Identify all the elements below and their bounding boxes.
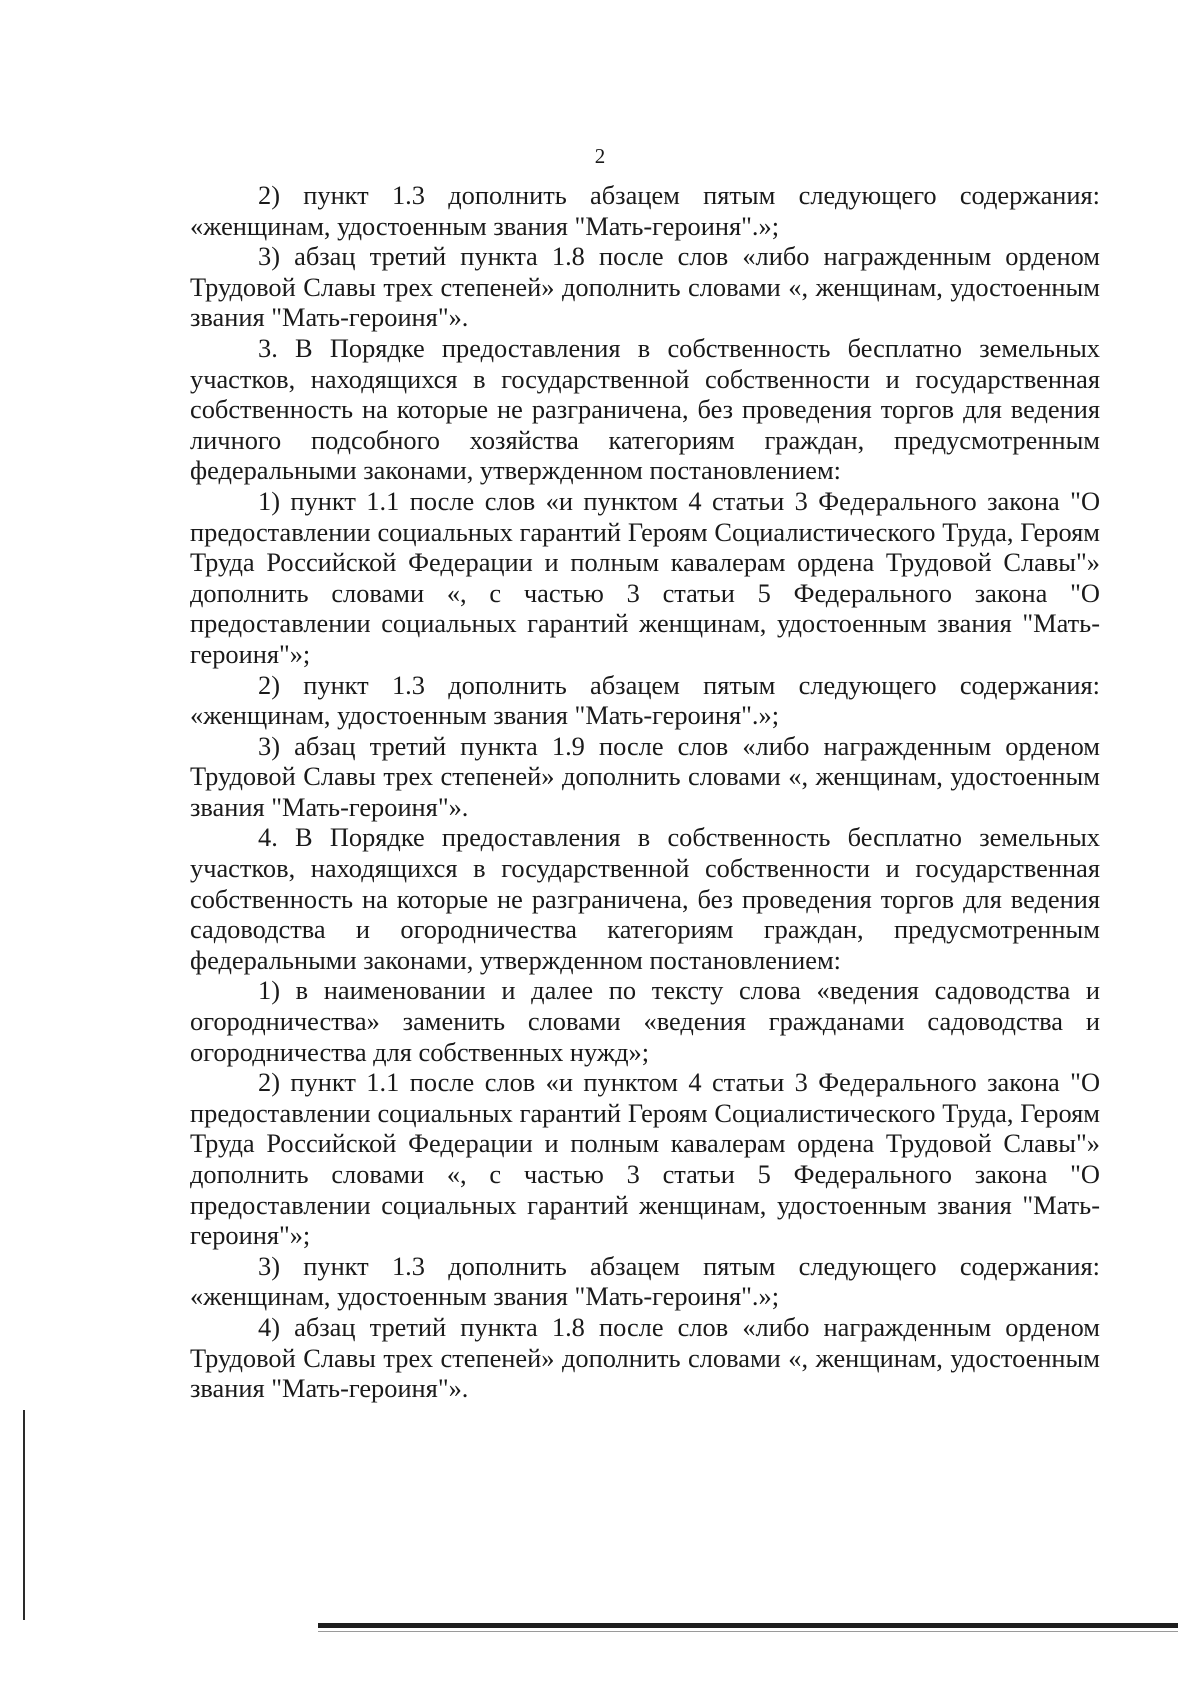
scan-edge-bottom — [318, 1623, 1178, 1628]
paragraph-item-2-point-1-3: 2) пункт 1.3 дополнить абзацем пятым следующего содержания: «женщинам, удостоенным звания "Мать-героиня".»; — [190, 180, 1100, 241]
document-body — [190, 180, 1100, 1404]
paragraph-section-4-item-3: 3) пункт 1.3 дополнить абзацем пятым следующего содержания: «женщинам, удостоенным звания "Мать-героиня".»; — [190, 1250, 1100, 1312]
paragraph-section-3-item-1: 1) пункт 1.1 после слов «и пунктом 4 статьи 3 Федерального закона "О предоставлении социальных гарантий Героям Социалистического Труда, Героям Труда Российской Федерации и полным кавалерам ордена Трудовой Славы"» дополнить словами «, с частью 3 статьи 5 Федерального закона "О предоставлении социальных гарантий женщинам, удостоенным звания "Мать-героиня"»; — [190, 485, 1100, 669]
paragraph-item-3-point-1-8: 3) абзац третий пункта 1.8 после слов «либо награжденным орденом Трудовой Славы трех степеней» дополнить словами «, женщинам, удостоенным звания "Мать-героиня"». — [190, 241, 1100, 333]
scan-edge-left — [23, 1410, 25, 1620]
paragraph-section-4-item-2: 2) пункт 1.1 после слов «и пунктом 4 статьи 3 Федерального закона "О предоставлении социальных гарантий Героям Социалистического Труда, Героям Труда Российской Федерации и полным кавалерам ордена Трудовой Славы"» дополнить словами «, с частью 3 статьи 5 Федерального закона "О предоставлении социальных гарантий женщинам, удостоенным звания "Мать-героиня"»; — [190, 1067, 1100, 1251]
paragraph-section-3-item-3: 3) абзац третий пункта 1.9 после слов «либо награжденным орденом Трудовой Славы трех степеней» дополнить словами «, женщинам, удостоенным звания "Мать-героиня"». — [190, 730, 1100, 822]
paragraph-section-3-item-2: 2) пункт 1.3 дополнить абзацем пятым следующего содержания: «женщинам, удостоенным звания "Мать-героиня".»; — [190, 669, 1100, 731]
paragraph-section-4-heading: 4. В Порядке предоставления в собственность бесплатно земельных участков, находящихся в государственной собственности и государственная собственность на которые не разграничена, без проведения торгов для ведения садоводства и огородничества категориям граждан, предусмотренным федеральными законами, утвержденном постановлением: — [190, 822, 1100, 975]
page-number: 2 — [594, 144, 606, 168]
paragraph-section-3-heading: 3. В Порядке предоставления в собственность бесплатно земельных участков, находящихся в государственной собственности и государственная собственность на которые не разграничена, без проведения торгов для ведения личного подсобного хозяйства категориям граждан, предусмотренным федеральными законами, утвержденном постановлением: — [190, 332, 1100, 486]
paragraph-section-4-item-4: 4) абзац третий пункта 1.8 после слов «либо награжденным орденом Трудовой Славы трех степеней» дополнить словами «, женщинам, удостоенным звания "Мать-героиня"». — [190, 1311, 1100, 1404]
paragraph-section-4-item-1: 1) в наименовании и далее по тексту слова «ведения садоводства и огородничества» заменить словами «ведения гражданами садоводства и огородничества для собственных нужд»; — [190, 975, 1100, 1067]
scan-edge-bottom-faint — [318, 1631, 1178, 1632]
